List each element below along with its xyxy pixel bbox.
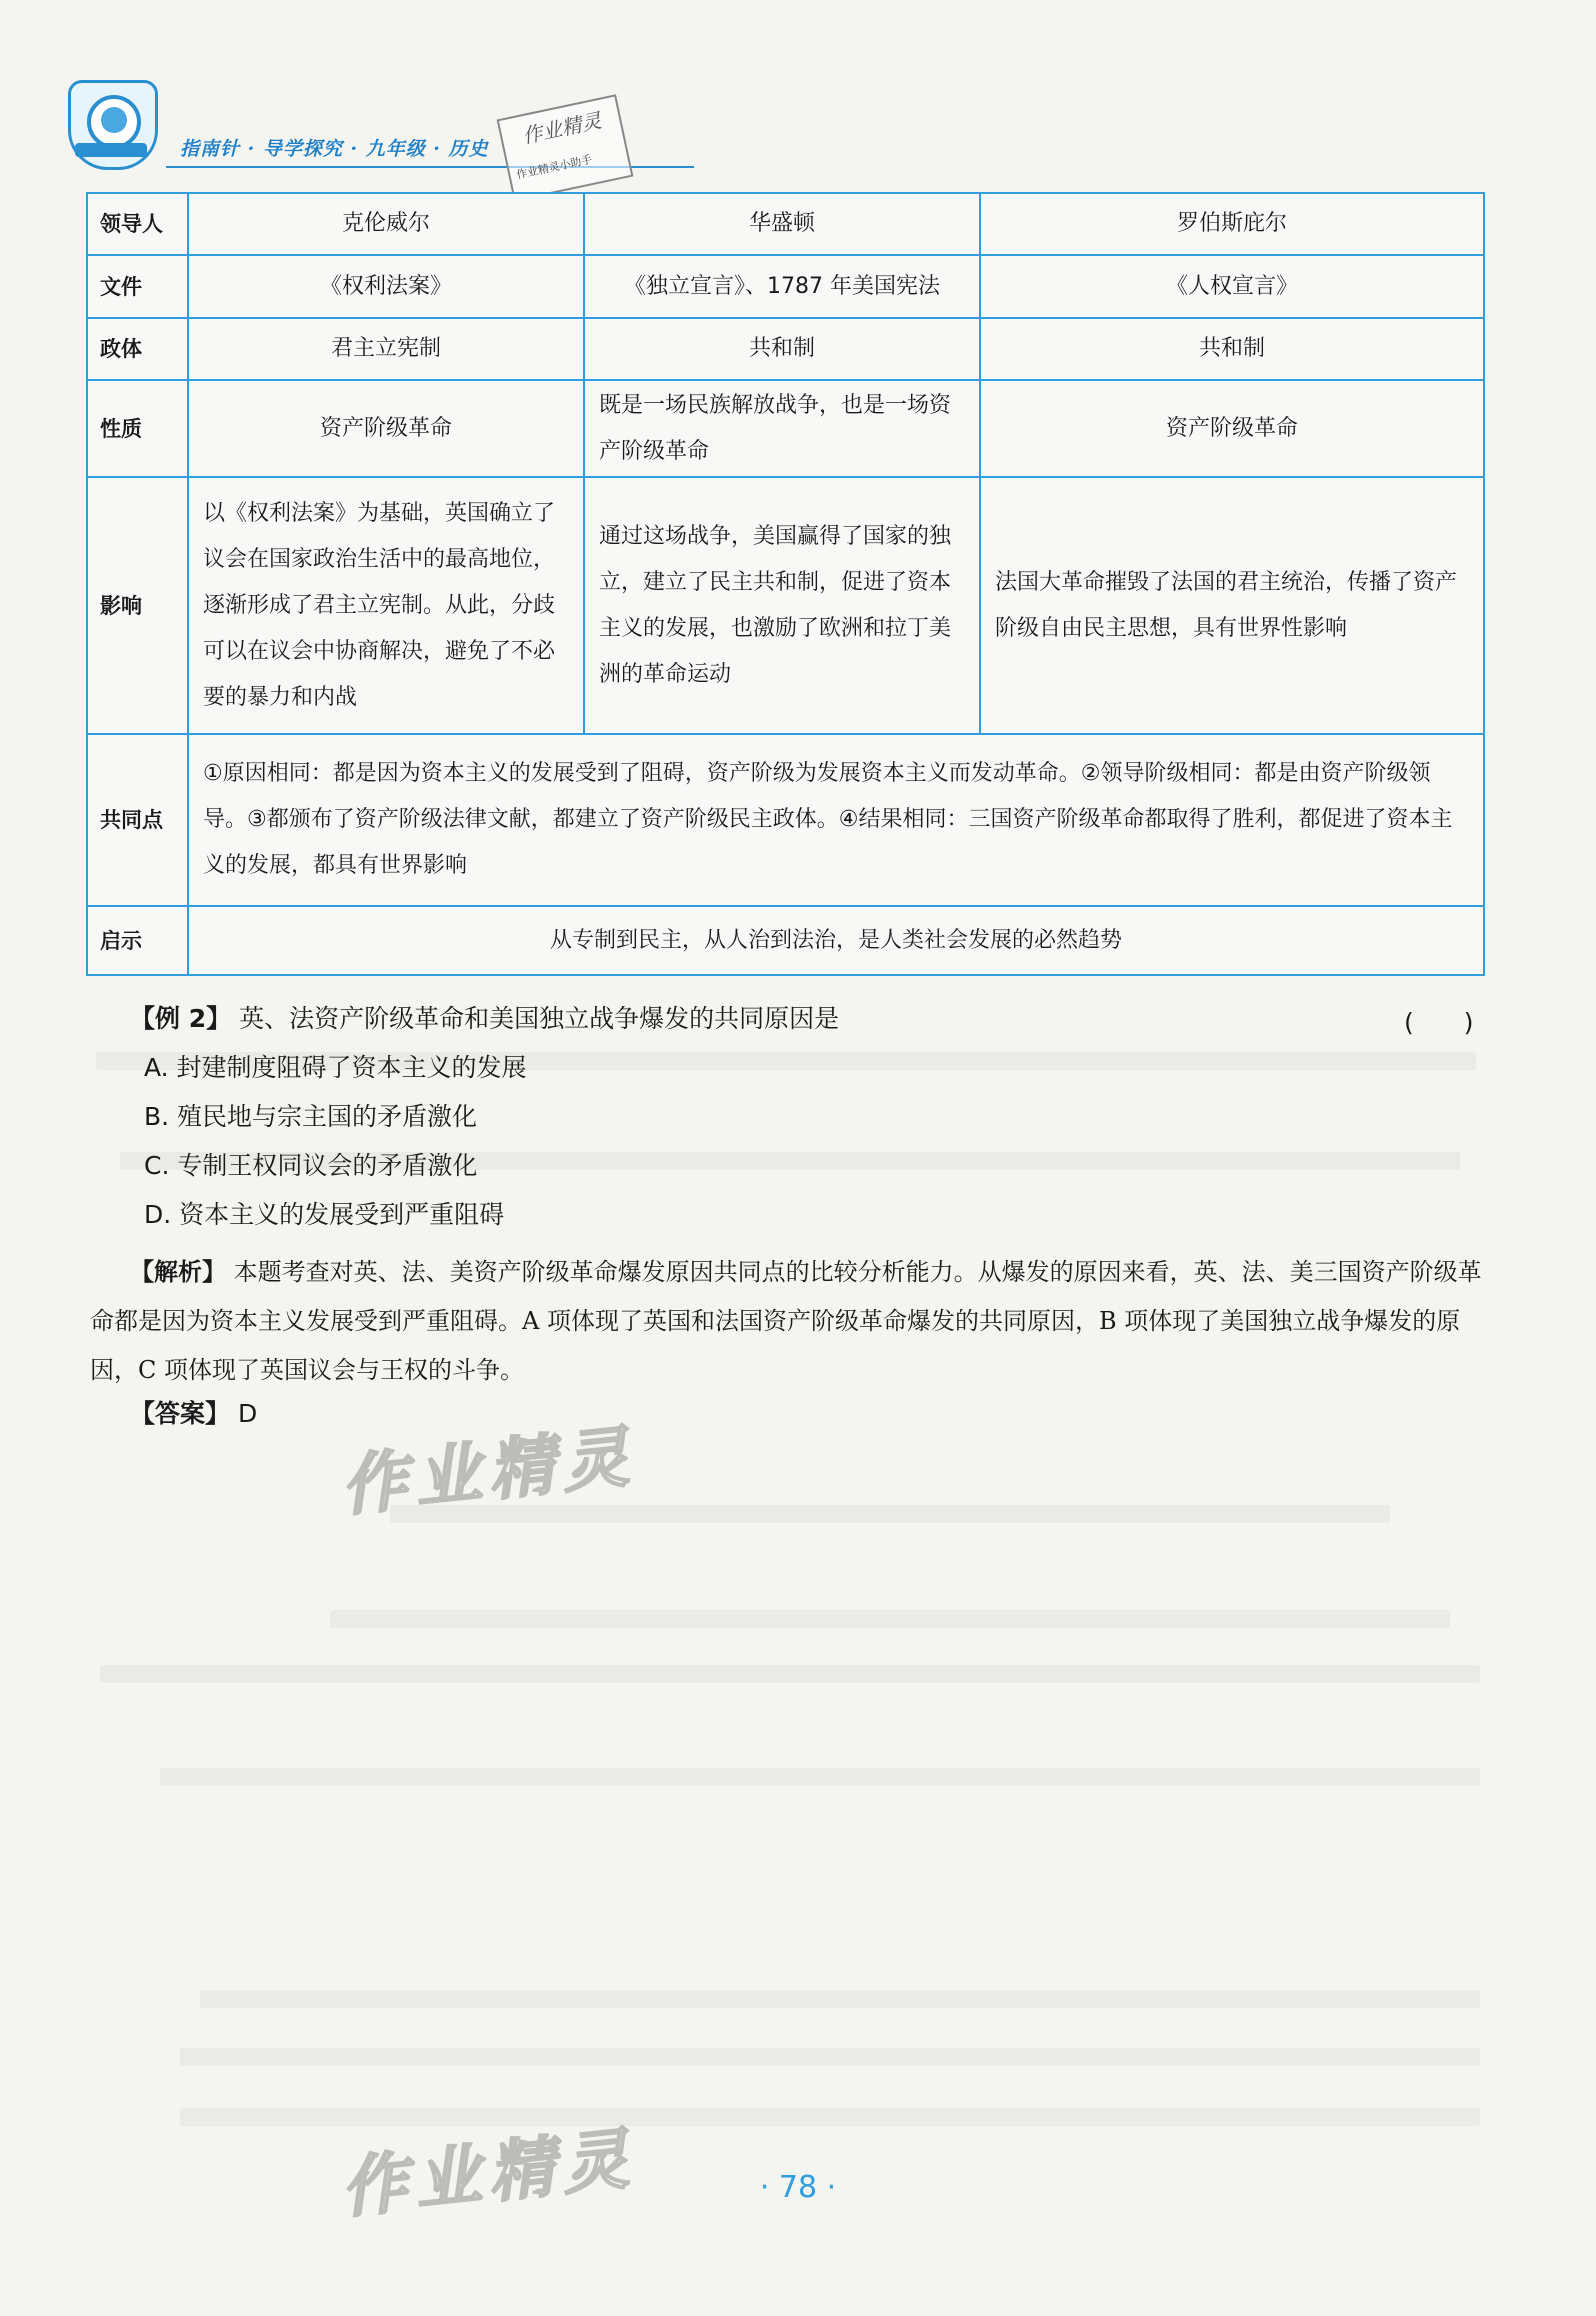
series-title: 指南针 · 导学探究 · 九年级 · 历史 bbox=[180, 138, 489, 160]
answer-tag: 【答案】 bbox=[130, 1399, 231, 1428]
question-stem bbox=[130, 1003, 839, 1035]
table-cell: 以《权利法案》为基础，英国确立了议会在国家政治生活中的最高地位，逐渐形成了君主立宪制。从此，分歧可以在议会中协商解决，避免了不必要的暴力和内战 bbox=[189, 478, 585, 735]
table-cell: 既是一场民族解放战争，也是一场资产阶级革命 bbox=[585, 381, 981, 478]
table-cell: 资产阶级革命 bbox=[981, 381, 1483, 478]
page-header bbox=[62, 78, 632, 182]
table-cell: 《人权宣言》 bbox=[981, 256, 1483, 319]
table-cell: 资产阶级革命 bbox=[189, 381, 585, 478]
table-cell: 《独立宣言》、1787 年美国宪法 bbox=[585, 256, 981, 319]
question-tag: 【例 2】 bbox=[130, 1004, 232, 1033]
page-number: · 78 · bbox=[759, 2170, 837, 2205]
row-label: 领导人 bbox=[88, 194, 189, 256]
analysis bbox=[90, 1248, 1490, 1395]
option-c: C. 专制王权同议会的矛盾激化 bbox=[144, 1151, 478, 1180]
table-cell-common: ①原因相同：都是因为资本主义的发展受到了阻碍，资产阶级为发展资本主义而发动革命。②领导阶级相同：都是由资产阶级领导。③都颁布了资产阶级法律文献，都建立了资产阶级民主政体。④结果相同：三国资产阶级革命都取得了胜利，都促进了资本主义的发展，都具有世界影响 bbox=[189, 735, 1483, 907]
row-label: 文件 bbox=[88, 256, 189, 319]
stamp-subtext: 作业精灵小助手 bbox=[515, 152, 594, 182]
option-d: D. 资本主义的发展受到严重阻碍 bbox=[144, 1200, 505, 1229]
table-cell: 通过这场战争，美国赢得了国家的独立，建立了民主共和制，促进了资本主义的发展，也激励了欧洲和拉丁美洲的革命运动 bbox=[585, 478, 981, 735]
row-label: 启示 bbox=[88, 907, 189, 974]
analysis-text: 本题考查对英、法、美资产阶级革命爆发原因共同点的比较分析能力。从爆发的原因来看，英、法、美三国资产阶级革命都是因为资本主义发展受到严重阻碍。A 项体现了英国和法国资产阶级革命爆发的共同原因，B 项体现了美国独立战争爆发的原因，C 项体现了英国议会与王权的斗争。 bbox=[90, 1258, 1482, 1384]
table-cell: 共和制 bbox=[585, 319, 981, 381]
table-cell: 《权利法案》 bbox=[189, 256, 585, 319]
row-label: 政体 bbox=[88, 319, 189, 381]
option-b: B. 殖民地与宗主国的矛盾激化 bbox=[144, 1102, 478, 1131]
bleed-through bbox=[330, 1610, 1450, 1628]
question-text: 英、法资产阶级革命和美国独立战争爆发的共同原因是 bbox=[239, 1004, 840, 1033]
table-cell: 华盛顿 bbox=[585, 194, 981, 256]
row-label: 性质 bbox=[88, 381, 189, 478]
bleed-through bbox=[160, 1768, 1480, 1786]
table-cell-insight: 从专制到民主，从人治到法治，是人类社会发展的必然趋势 bbox=[549, 927, 1122, 953]
bleed-through bbox=[180, 2048, 1480, 2066]
comparison-table bbox=[86, 192, 1485, 976]
school-logo-icon bbox=[68, 80, 158, 170]
answer-value: D bbox=[237, 1399, 258, 1428]
stamp-text: 作业精灵 bbox=[520, 108, 604, 149]
bleed-through bbox=[200, 1990, 1480, 2008]
analysis-tag: 【解析】 bbox=[130, 1258, 226, 1286]
stamp bbox=[497, 94, 634, 202]
table-cell: 君主立宪制 bbox=[189, 319, 585, 381]
table-cell: 法国大革命摧毁了法国的君主统治，传播了资产阶级自由民主思想，具有世界性影响 bbox=[981, 478, 1483, 735]
option-a: A. 封建制度阻碍了资本主义的发展 bbox=[144, 1053, 527, 1082]
bleed-through bbox=[180, 2108, 1480, 2126]
table-cell: 克伦威尔 bbox=[189, 194, 585, 256]
watermark: 作业精灵 bbox=[337, 2118, 640, 2228]
row-label: 共同点 bbox=[88, 735, 189, 907]
table-cell: 共和制 bbox=[981, 319, 1483, 381]
answer-blank: ( ) bbox=[1404, 1008, 1474, 1037]
bleed-through bbox=[100, 1665, 1480, 1683]
watermark: 作业精灵 bbox=[337, 1416, 640, 1526]
answer bbox=[130, 1394, 257, 1430]
row-label: 影响 bbox=[88, 478, 189, 735]
table-cell: 罗伯斯庇尔 bbox=[981, 194, 1483, 256]
